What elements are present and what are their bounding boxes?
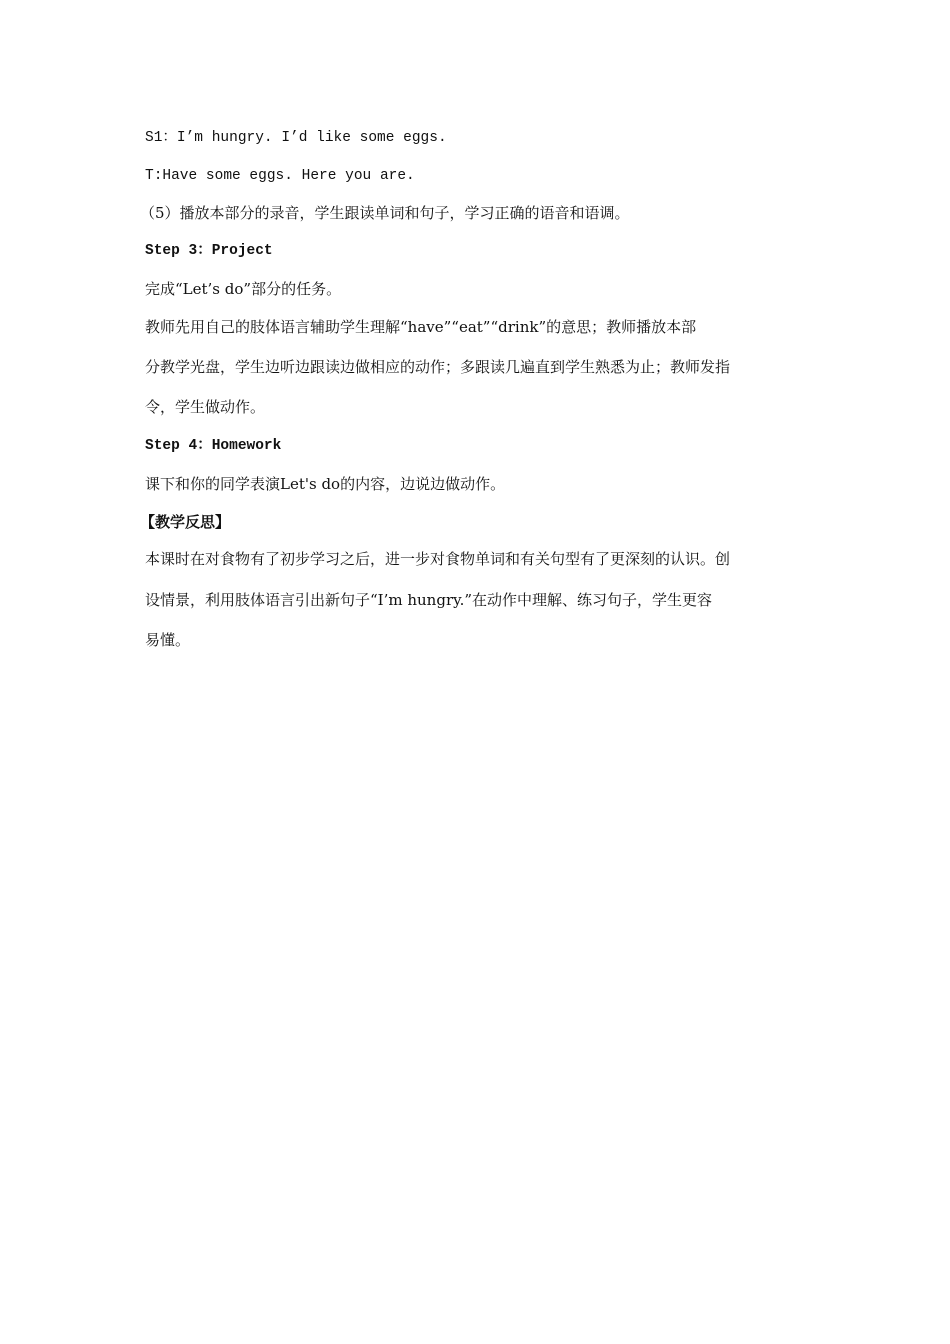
step3-task: 完成“Let’s do”部分的任务。 [145,280,342,298]
reflection-line-1: 本课时在对食物有了初步学习之后，进一步对食物单词和有关句型有了更深刻的认识。创 [145,550,731,568]
step4-text: 课下和你的同学表演Let's do的内容，边说边做动作。 [145,475,506,493]
step4-heading: Step 4：Homework [145,438,282,454]
step3-heading: Step 3：Project [145,243,273,259]
step2-item-5: （5）播放本部分的录音，学生跟读单词和句子，学习正确的语音和语调。 [140,204,630,222]
reflection-line-2: 设情景，利用肢体语言引出新句子“I’m hungry.”在动作中理解、练习句子，学生更容 [145,591,713,609]
reflection-title: 【教学反思】 [140,513,231,531]
step3-paragraph-line-2: 分教学光盘，学生边听边跟读边做相应的动作；多跟读几遍直到学生熟悉为止；教师发指 [145,358,731,376]
step3-paragraph-line-3: 令，学生做动作。 [145,398,266,416]
reflection-line-3: 易懂。 [145,631,191,649]
dialogue-line-s1: S1：I’m hungry. I’d like some eggs. [145,130,447,146]
step3-paragraph-line-1: 教师先用自己的肢体语言辅助学生理解“have”“eat”“drink”的意思；教师播放本部 [145,318,697,336]
dialogue-line-t: T:Have some eggs. Here you are. [145,168,415,184]
